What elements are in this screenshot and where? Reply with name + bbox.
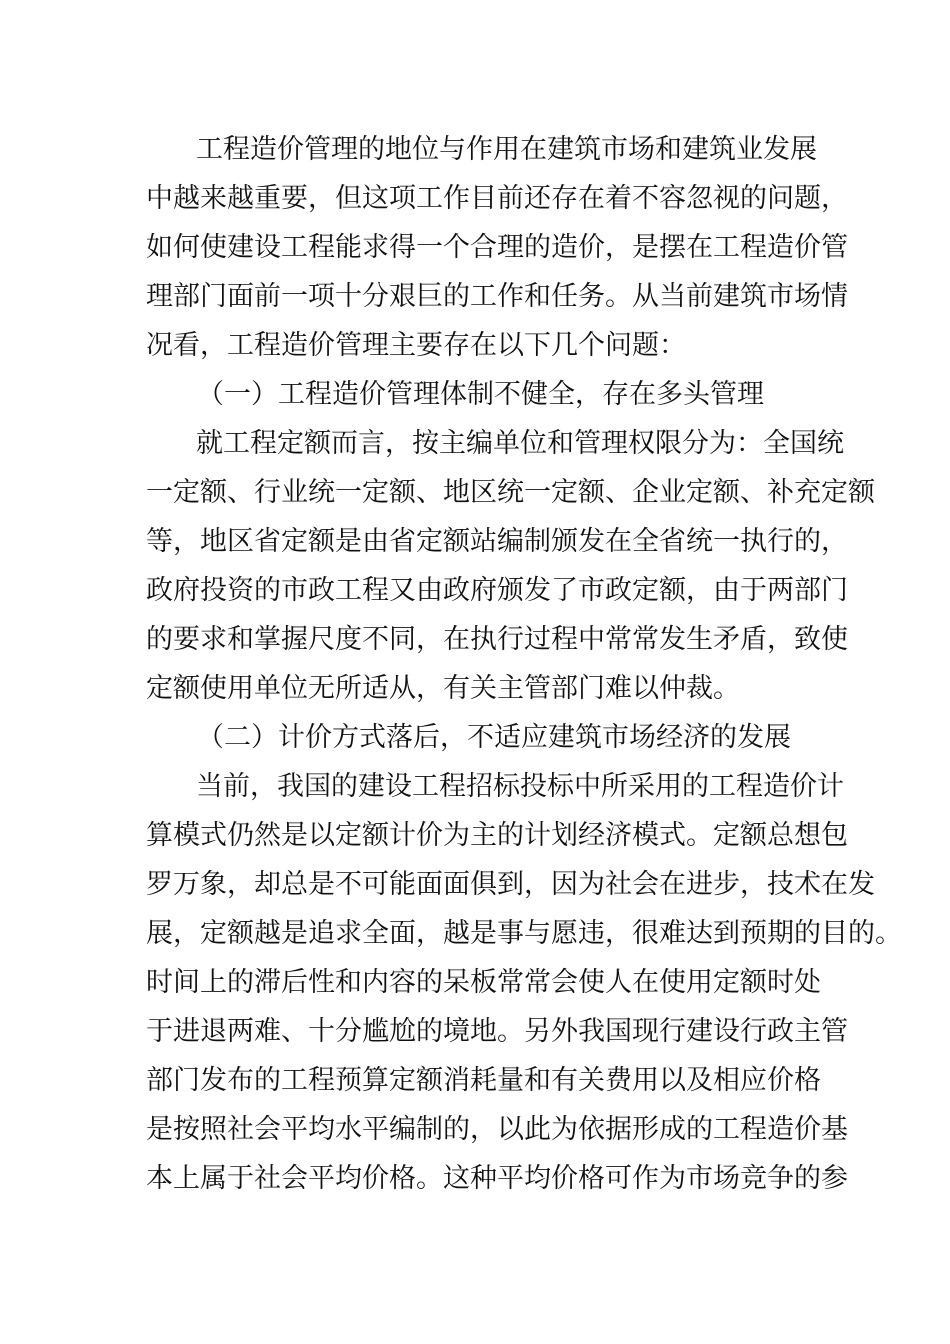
paragraph-2-line-3: 等，地区省定额是由省定额站编制颁发在全省统一执行的， bbox=[146, 526, 848, 557]
paragraph-2-line-6: 定额使用单位无所适从，有关主管部门难以仲裁。 bbox=[146, 673, 740, 704]
paragraph-3-line-2: 算模式仍然是以定额计价为主的计划经济模式。定额总想包 bbox=[146, 820, 848, 851]
paragraph-1-line-4: 理部门面前一项十分艰巨的工作和任务。从当前建筑市场情 bbox=[146, 281, 848, 312]
paragraph-1-line-5: 况看，工程造价管理主要存在以下几个问题： bbox=[146, 330, 686, 361]
paragraph-3-line-6: 于进退两难、十分尴尬的境地。另外我国现行建设行政主管 bbox=[146, 1016, 848, 1047]
paragraph-1-line-3: 如何使建设工程能求得一个合理的造价，是摆在工程造价管 bbox=[146, 232, 848, 263]
paragraph-3-line-3: 罗万象，却总是不可能面面俱到，因为社会在进步，技术在发 bbox=[146, 869, 875, 900]
paragraph-2-line-5: 的要求和掌握尺度不同，在执行过程中常常发生矛盾，致使 bbox=[146, 624, 848, 655]
paragraph-3-line-8: 是按照社会平均水平编制的，以此为依据形成的工程造价基 bbox=[146, 1114, 848, 1145]
paragraph-3-line-1: 当前，我国的建设工程招标投标中所采用的工程造价计 bbox=[196, 771, 844, 802]
paragraph-2-line-4: 政府投资的市政工程又由政府颁发了市政定额，由于两部门 bbox=[146, 575, 848, 606]
paragraph-3-line-9: 本上属于社会平均价格。这种平均价格可作为市场竞争的参 bbox=[146, 1163, 848, 1194]
paragraph-2-line-2: 一定额、行业统一定额、地区统一定额、企业定额、补充定额 bbox=[146, 477, 875, 508]
paragraph-3-line-7: 部门发布的工程预算定额消耗量和有关费用以及相应价格 bbox=[146, 1065, 821, 1096]
paragraph-1-line-2: 中越来越重要，但这项工作目前还存在着不容忽视的问题， bbox=[146, 183, 848, 214]
section-heading-1: （一）工程造价管理体制不健全，存在多头管理 bbox=[197, 379, 764, 410]
paragraph-3-line-5: 时间上的滞后性和内容的呆板常常会使人在使用定额时处 bbox=[146, 967, 821, 998]
section-heading-2: （二）计价方式落后，不适应建筑市场经济的发展 bbox=[197, 722, 791, 753]
paragraph-2-line-1: 就工程定额而言，按主编单位和管理权限分为：全国统 bbox=[196, 428, 844, 459]
paragraph-3-line-4: 展，定额越是追求全面，越是事与愿违，很难达到预期的目的。 bbox=[146, 918, 902, 949]
paragraph-1-line-1: 工程造价管理的地位与作用在建筑市场和建筑业发展 bbox=[196, 134, 817, 165]
